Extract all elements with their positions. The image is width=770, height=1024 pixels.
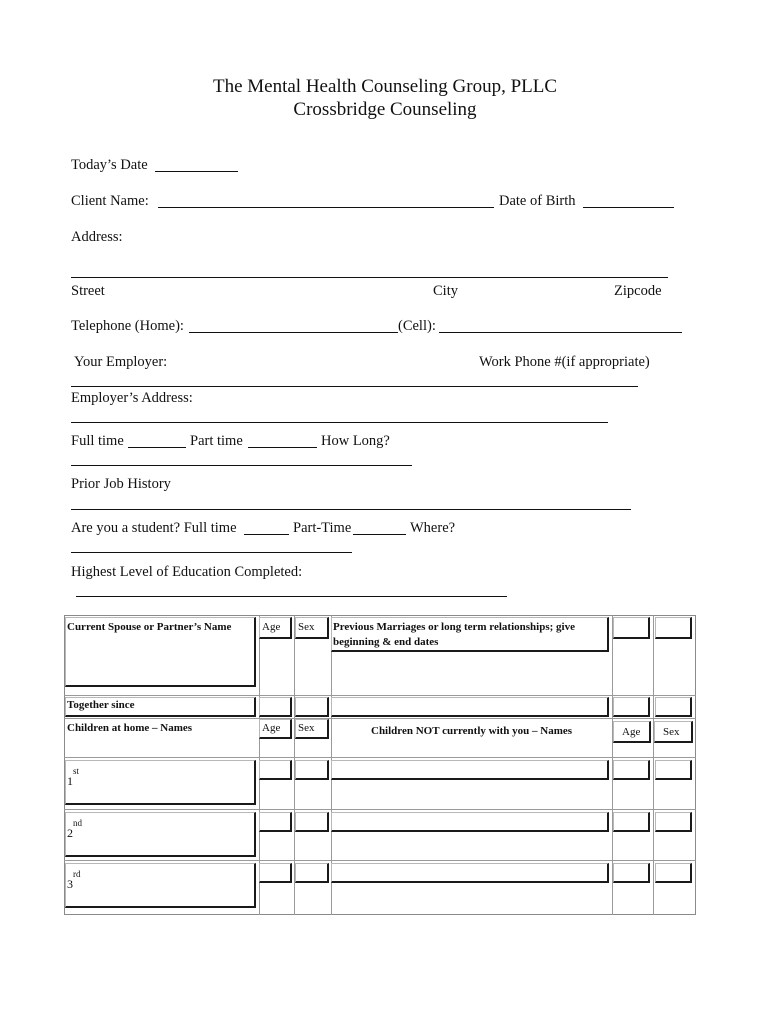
child-3-name-field[interactable]	[65, 863, 256, 908]
children-not-age-header: Age	[622, 726, 641, 738]
previous-age-field-2[interactable]	[613, 697, 650, 717]
client-name-label: Client Name:	[71, 193, 149, 209]
todays-date-field[interactable]	[155, 171, 238, 172]
previous-marriages-field-2[interactable]	[331, 697, 609, 717]
child-not-3-age-field[interactable]	[613, 863, 650, 883]
child-not-2-age-field[interactable]	[613, 812, 650, 832]
prior-job-label: Prior Job History	[71, 476, 171, 492]
table-divider	[64, 695, 696, 696]
todays-date-label: Today’s Date	[71, 157, 148, 173]
employer-address-label: Employer’s Address:	[71, 390, 193, 406]
where-field[interactable]	[71, 552, 352, 553]
child-3-label: 3rd	[67, 869, 81, 891]
child-3-sex-field[interactable]	[295, 863, 329, 883]
child-not-3-sex-field[interactable]	[655, 863, 692, 883]
how-long-label: How Long?	[321, 433, 390, 449]
previous-age-field[interactable]	[613, 617, 650, 639]
children-not-sex-header: Sex	[663, 726, 680, 738]
child-not-1-name-field[interactable]	[331, 760, 609, 780]
telephone-home-label: Telephone (Home):	[71, 318, 184, 334]
table-divider	[653, 615, 654, 915]
table-divider	[64, 718, 696, 719]
client-name-field[interactable]	[158, 207, 494, 208]
cell-field[interactable]	[439, 332, 682, 333]
student-label: Are you a student? Full time	[71, 520, 237, 536]
student-part-time-label: Part-Time	[293, 520, 352, 536]
age-header: Age	[262, 621, 281, 633]
table-divider	[64, 757, 696, 758]
child-2-name-field[interactable]	[65, 812, 256, 857]
student-part-time-field[interactable]	[353, 534, 406, 535]
dob-label: Date of Birth	[499, 193, 576, 209]
child-1-name-field[interactable]	[65, 760, 256, 805]
telephone-home-field[interactable]	[189, 332, 398, 333]
zipcode-label: Zipcode	[614, 283, 662, 299]
where-label: Where?	[410, 520, 456, 536]
table-divider	[64, 860, 696, 861]
table-divider	[64, 809, 696, 810]
education-field[interactable]	[76, 596, 507, 597]
together-age-field[interactable]	[259, 697, 292, 717]
cell-label: (Cell):	[398, 318, 436, 334]
child-2-age-field[interactable]	[259, 812, 292, 832]
child-1-label: 1st	[67, 766, 80, 788]
together-since-label: Together since	[67, 699, 135, 711]
together-sex-field[interactable]	[295, 697, 329, 717]
child-not-3-name-field[interactable]	[331, 863, 609, 883]
employer-field[interactable]	[71, 386, 638, 387]
previous-sex-field[interactable]	[655, 617, 692, 639]
child-not-2-sex-field[interactable]	[655, 812, 692, 832]
org-subtitle: Crossbridge Counseling	[293, 99, 477, 120]
employer-address-field[interactable]	[71, 422, 608, 423]
child-3-age-field[interactable]	[259, 863, 292, 883]
education-label: Highest Level of Education Completed:	[71, 564, 303, 580]
how-long-field[interactable]	[71, 465, 412, 466]
address-label: Address:	[71, 229, 123, 245]
child-2-sex-field[interactable]	[295, 812, 329, 832]
spouse-label: Current Spouse or Partner’s Name	[67, 621, 232, 633]
address-field[interactable]	[71, 277, 668, 278]
prior-job-field[interactable]	[71, 509, 631, 510]
previous-marriages-label: Previous Marriages or long term relationships; give beginning & end dates	[333, 621, 575, 648]
child-1-age-field[interactable]	[259, 760, 292, 780]
org-name: The Mental Health Counseling Group, PLLC	[212, 76, 558, 97]
work-phone-label: Work Phone #(if appropriate)	[479, 354, 650, 370]
children-home-label: Children at home – Names	[67, 722, 193, 734]
children-sex-header: Sex	[298, 722, 315, 734]
child-not-1-sex-field[interactable]	[655, 760, 692, 780]
city-label: City	[433, 283, 458, 299]
student-full-time-field[interactable]	[244, 534, 289, 535]
part-time-field[interactable]	[248, 447, 317, 448]
children-not-label: Children NOT currently with you – Names	[371, 725, 573, 737]
dob-field[interactable]	[583, 207, 674, 208]
child-not-2-name-field[interactable]	[331, 812, 609, 832]
sex-header: Sex	[298, 621, 315, 633]
children-age-header: Age	[262, 722, 281, 734]
previous-sex-field-2[interactable]	[655, 697, 692, 717]
child-2-label: 2nd	[67, 818, 82, 840]
child-not-1-age-field[interactable]	[613, 760, 650, 780]
part-time-label: Part time	[190, 433, 243, 449]
street-label: Street	[71, 283, 105, 299]
full-time-label: Full time	[71, 433, 124, 449]
employer-label: Your Employer:	[74, 354, 168, 370]
full-time-field[interactable]	[128, 447, 186, 448]
child-1-sex-field[interactable]	[295, 760, 329, 780]
